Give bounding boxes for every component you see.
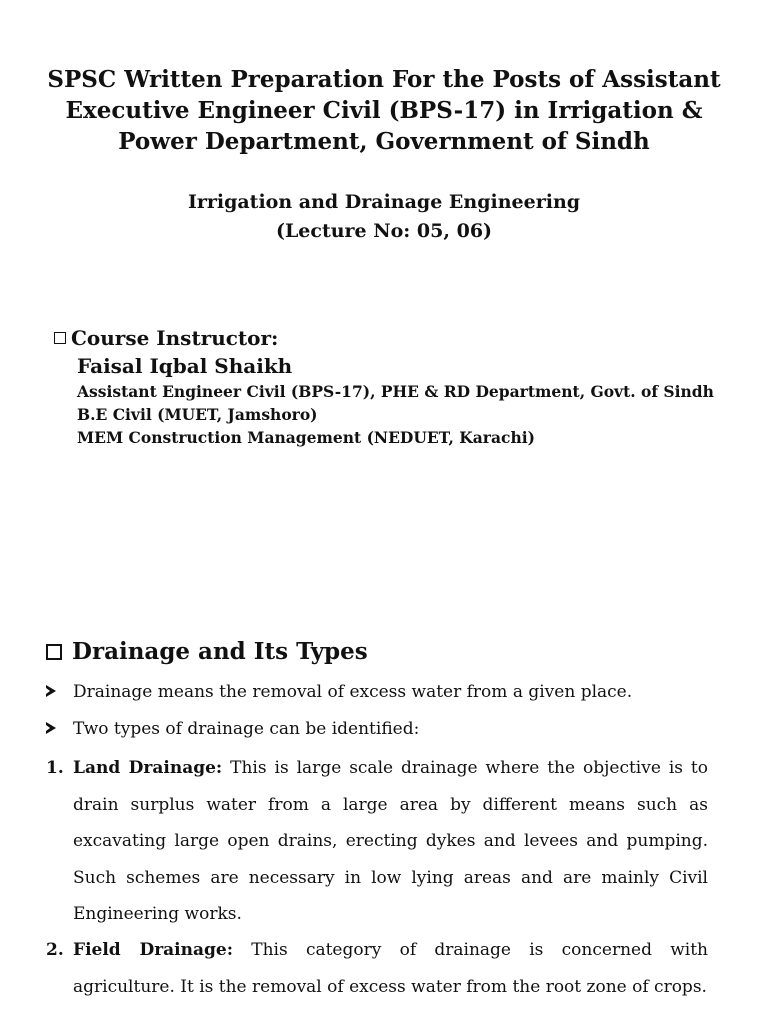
section-heading xyxy=(46,636,368,668)
item-description: This is large scale drainage where the objective is to drain surplus water from a large area by different means such as excavating large open drains, erecting dykes and levees and pumping. Such schemes are necessary in low lying areas and are mainly Civil Engineering works. xyxy=(73,758,708,924)
numbered-item xyxy=(46,750,708,933)
bullet-item xyxy=(46,717,726,741)
instructor-block xyxy=(54,324,744,449)
title-line: Executive Engineer Civil (BPS-17) in Irrigation & xyxy=(65,97,703,124)
instructor-name: Faisal Iqbal Shaikh xyxy=(77,354,293,378)
arrow-bullet-icon xyxy=(46,685,56,697)
subtitle-line: (Lecture No: 05, 06) xyxy=(275,220,493,242)
bullet-text: Two types of drainage can be identified: xyxy=(73,719,420,739)
title-line: Power Department, Government of Sindh xyxy=(118,128,650,155)
checkbox-bullet-icon xyxy=(46,644,62,660)
bullet-text: Drainage means the removal of excess water from a given place. xyxy=(73,682,633,702)
title-line: SPSC Written Preparation For the Posts of Assistant xyxy=(47,66,721,93)
item-text xyxy=(73,750,708,933)
checkbox-bullet-icon xyxy=(54,332,66,344)
item-term: Land Drainage: xyxy=(73,758,223,778)
item-description: This category of drainage is concerned with agriculture. It is the removal of excess water from the root zone of crops. xyxy=(73,940,708,997)
item-term: Field Drainage: xyxy=(73,940,233,960)
bullet-item xyxy=(46,680,726,704)
item-number: 2. xyxy=(46,940,64,960)
instructor-heading xyxy=(54,324,744,352)
subtitle-line: Irrigation and Drainage Engineering xyxy=(187,191,581,213)
section-heading-text: Drainage and Its Types xyxy=(72,638,368,665)
numbered-item xyxy=(46,932,708,1005)
item-number: 1. xyxy=(46,758,64,778)
instructor-heading-text: Course Instructor: xyxy=(71,326,279,350)
item-text xyxy=(73,932,708,1005)
arrow-bullet-icon xyxy=(46,722,56,734)
instructor-credential: Assistant Engineer Civil (BPS-17), PHE & RD Department, Govt. of Sindh xyxy=(77,382,714,401)
instructor-credential: MEM Construction Management (NEDUET, Karachi) xyxy=(77,428,535,447)
instructor-credential: B.E Civil (MUET, Jamshoro) xyxy=(77,405,318,424)
document-title xyxy=(40,64,728,157)
lecture-subtitle xyxy=(40,188,728,246)
